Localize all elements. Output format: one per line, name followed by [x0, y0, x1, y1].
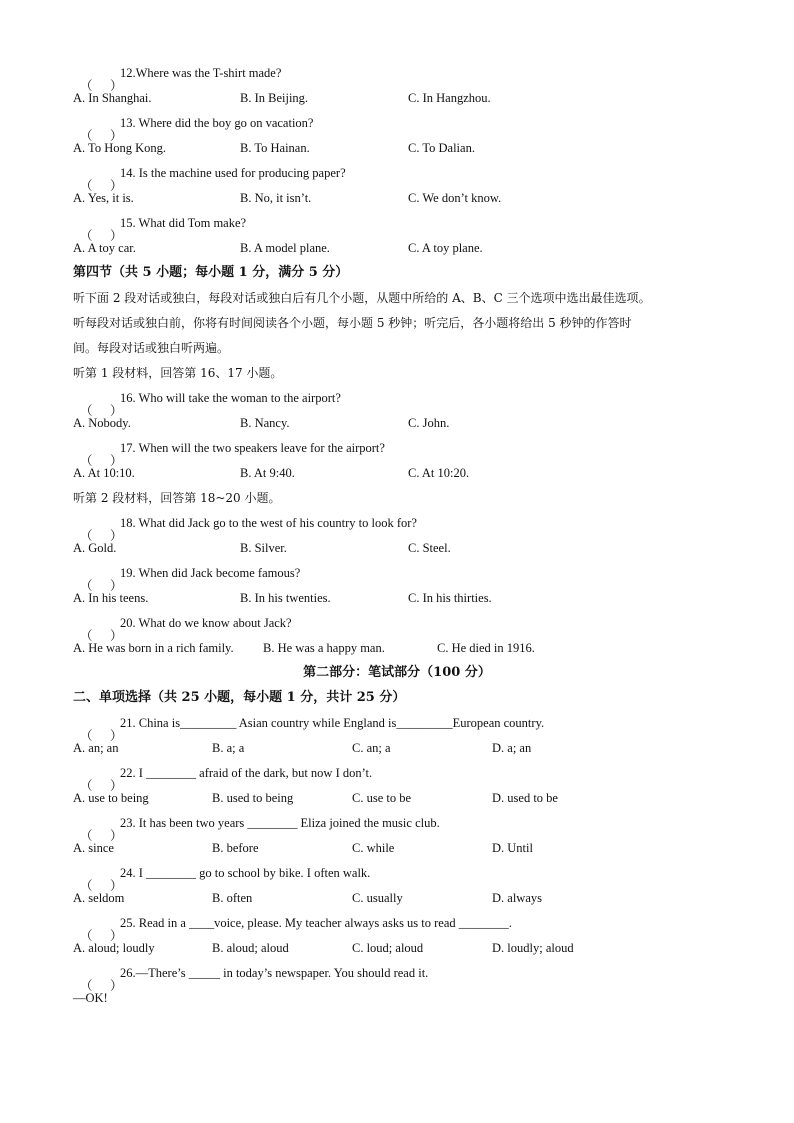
question-19 — [73, 564, 754, 593]
part-heading: 第二部分：笔试部分（100 分） — [303, 665, 491, 680]
question-stem: 16. Who will take the woman to the airport? — [120, 391, 341, 405]
question-21 — [73, 714, 754, 743]
dialogue-reply: —OK! — [73, 991, 108, 1005]
question-24 — [73, 864, 754, 893]
options-14 — [73, 189, 754, 207]
answer-paren-open: （ — [80, 829, 93, 843]
question-12 — [73, 64, 754, 93]
option-a: A. Gold. — [73, 541, 117, 555]
question-stem: 14. Is the machine used for producing paper? — [120, 166, 346, 180]
option-a: A. In Shanghai. — [73, 91, 152, 105]
option-a: A. He was born in a rich family. — [73, 641, 234, 655]
section-heading: 第四节（共 5 小题；每小题 1 分，满分 5 分） — [73, 265, 349, 280]
question-16 — [73, 389, 754, 418]
option-c: C. an; a — [352, 741, 391, 755]
answer-paren-close: ） — [110, 129, 123, 143]
option-c: C. while — [352, 841, 395, 855]
answer-paren-close: ） — [110, 404, 123, 418]
options-24 — [73, 889, 754, 907]
option-b: B. At 9:40. — [240, 466, 295, 480]
question-stem: 18. What did Jack go to the west of his country to look for? — [120, 516, 417, 530]
option-a: A. To Hong Kong. — [73, 141, 166, 155]
option-a: A. an; an — [73, 741, 119, 755]
option-c: C. John. — [408, 416, 450, 430]
question-stem: 22. I ________ afraid of the dark, but now I don’t. — [120, 766, 373, 780]
answer-paren-open: （ — [80, 454, 93, 468]
answer-paren-open: （ — [80, 729, 93, 743]
option-a: A. aloud; loudly — [73, 941, 155, 955]
options-22 — [73, 789, 754, 807]
option-b: B. Silver. — [240, 541, 287, 555]
question-13 — [73, 114, 754, 143]
option-b: B. often — [212, 891, 253, 905]
option-b: B. He was a happy man. — [263, 641, 385, 655]
option-a: A. Yes, it is. — [73, 191, 134, 205]
options-12 — [73, 89, 754, 107]
answer-paren-close: ） — [110, 79, 123, 93]
question-stem: 25. Read in a ____voice, please. My teacher always asks us to read ________. — [120, 916, 512, 930]
answer-paren-open: （ — [80, 629, 93, 643]
answer-paren-close: ） — [110, 979, 123, 993]
answer-paren-open: （ — [80, 879, 93, 893]
options-18 — [73, 539, 754, 557]
question-20 — [73, 614, 754, 643]
option-b: B. before — [212, 841, 259, 855]
question-stem: 13. Where did the boy go on vacation? — [120, 116, 314, 130]
option-b: B. aloud; aloud — [212, 941, 289, 955]
question-stem: 20. What do we know about Jack? — [120, 616, 292, 630]
answer-paren-open: （ — [80, 129, 93, 143]
answer-paren-open: （ — [80, 79, 93, 93]
answer-paren-close: ） — [110, 929, 123, 943]
question-stem: 21. China is_________ Asian country while England is_________European country. — [120, 716, 545, 730]
answer-paren-open: （ — [80, 779, 93, 793]
options-20 — [73, 639, 754, 657]
option-a: A. seldom — [73, 891, 125, 905]
question-stem: 12.Where was the T-shirt made? — [120, 66, 282, 80]
option-d: D. a; an — [492, 741, 532, 755]
answer-paren-close: ） — [110, 529, 123, 543]
option-b: B. In his twenties. — [240, 591, 331, 605]
options-16 — [73, 414, 754, 432]
option-a: A. At 10:10. — [73, 466, 135, 480]
question-stem: 26.—There’s _____ in today’s newspaper. You should read it. — [120, 966, 429, 980]
option-d: D. used to be — [492, 791, 558, 805]
answer-paren-close: ） — [110, 879, 123, 893]
answer-paren-open: （ — [80, 404, 93, 418]
options-25 — [73, 939, 754, 957]
option-b: B. No, it isn’t. — [240, 191, 312, 205]
question-23 — [73, 814, 754, 843]
option-c: C. He died in 1916. — [437, 641, 535, 655]
answer-paren-open: （ — [80, 179, 93, 193]
question-25 — [73, 914, 754, 943]
option-c: C. usually — [352, 891, 403, 905]
options-15 — [73, 239, 754, 257]
question-18 — [73, 514, 754, 543]
option-a: A. Nobody. — [73, 416, 131, 430]
option-c: C. loud; aloud — [352, 941, 424, 955]
option-c: C. In Hangzhou. — [408, 91, 491, 105]
option-a: A. A toy car. — [73, 241, 136, 255]
option-c: C. Steel. — [408, 541, 451, 555]
answer-paren-open: （ — [80, 579, 93, 593]
answer-paren-close: ） — [110, 229, 123, 243]
options-17 — [73, 464, 754, 482]
answer-paren-close: ） — [110, 454, 123, 468]
option-b: B. A model plane. — [240, 241, 330, 255]
option-b: B. used to being — [212, 791, 294, 805]
section-heading: 二、单项选择（共 25 小题，每小题 1 分，共计 25 分） — [73, 690, 406, 705]
option-b: B. Nancy. — [240, 416, 290, 430]
answer-paren-open: （ — [80, 979, 93, 993]
option-b: B. To Hainan. — [240, 141, 310, 155]
option-d: D. Until — [492, 841, 533, 855]
option-b: B. a; a — [212, 741, 245, 755]
answer-paren-close: ） — [110, 579, 123, 593]
options-21 — [73, 739, 754, 757]
question-26 — [73, 964, 754, 993]
question-stem: 17. When will the two speakers leave for the airport? — [120, 441, 385, 455]
option-d: D. always — [492, 891, 542, 905]
option-a: A. since — [73, 841, 114, 855]
option-c: C. A toy plane. — [408, 241, 483, 255]
option-c: C. We don’t know. — [408, 191, 502, 205]
answer-paren-open: （ — [80, 229, 93, 243]
answer-paren-close: ） — [110, 629, 123, 643]
option-b: B. In Beijing. — [240, 91, 309, 105]
answer-paren-close: ） — [110, 829, 123, 843]
question-22 — [73, 764, 754, 793]
question-stem: 19. When did Jack become famous? — [120, 566, 301, 580]
options-19 — [73, 589, 754, 607]
question-stem: 23. It has been two years ________ Eliza joined the music club. — [120, 816, 440, 830]
question-stem: 15. What did Tom make? — [120, 216, 247, 230]
question-15 — [73, 214, 754, 243]
answer-paren-close: ） — [110, 729, 123, 743]
section-instructions: 听下面 2 段对话或独白，每段对话或独白后有几个小题，从题中所给的 A、B、C 三个选项中选出最佳选项。 — [73, 291, 651, 305]
material-label: 听第 2 段材料，回答第 18~20 小题。 — [73, 491, 281, 505]
option-c: C. To Dalian. — [408, 141, 475, 155]
answer-paren-open: （ — [80, 529, 93, 543]
option-a: A. use to being — [73, 791, 149, 805]
section-instructions: 间。每段对话或独白听两遍。 — [73, 341, 230, 355]
material-label: 听第 1 段材料，回答第 16、17 小题。 — [73, 366, 283, 380]
options-13 — [73, 139, 754, 157]
question-17 — [73, 439, 754, 468]
section-instructions: 听每段对话或独白前，你将有时间阅读各个小题，每小题 5 秒钟；听完后，各小题将给出 5 秒钟的作答时 — [73, 316, 632, 330]
answer-paren-close: ） — [110, 179, 123, 193]
option-c: C. In his thirties. — [408, 591, 492, 605]
question-14 — [73, 164, 754, 193]
option-c: C. use to be — [352, 791, 412, 805]
answer-paren-close: ） — [110, 779, 123, 793]
question-stem: 24. I ________ go to school by bike. I often walk. — [120, 866, 371, 880]
option-c: C. At 10:20. — [408, 466, 470, 480]
answer-paren-open: （ — [80, 929, 93, 943]
option-a: A. In his teens. — [73, 591, 149, 605]
options-23 — [73, 839, 754, 857]
option-d: D. loudly; aloud — [492, 941, 574, 955]
